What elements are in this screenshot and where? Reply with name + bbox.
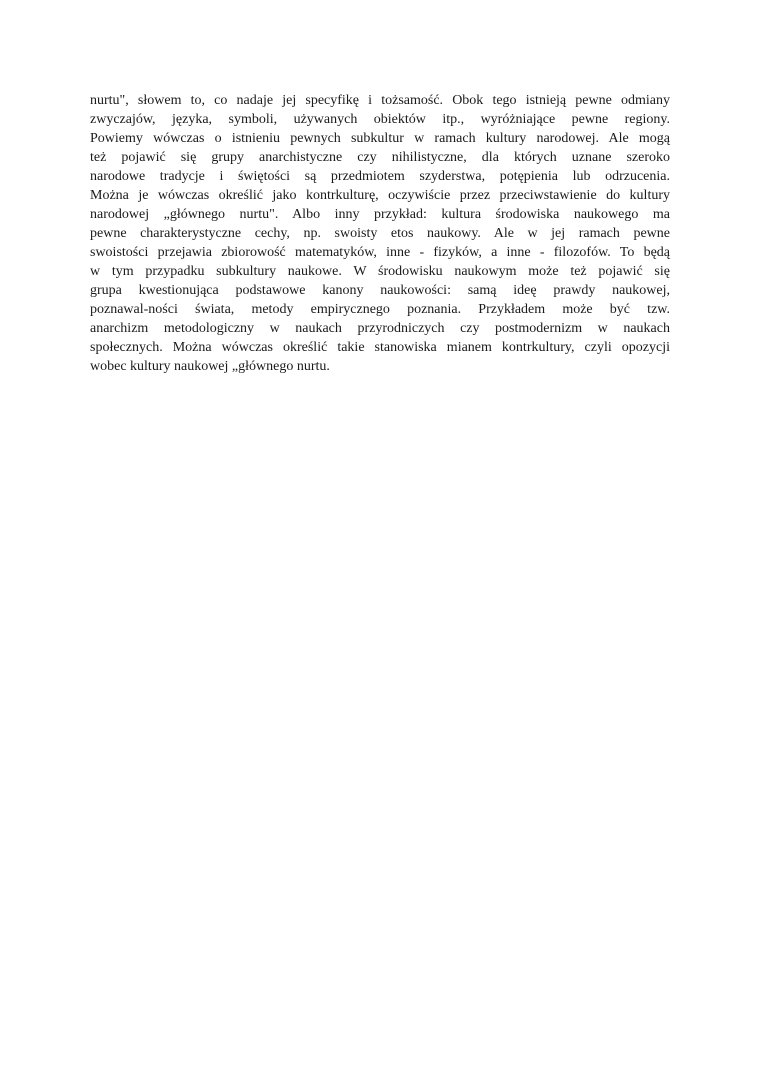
text-line: w tym przypadku subkultury naukowe. W środowisku naukowym może też pojawić się	[90, 264, 670, 279]
text-line: narodowe tradycje i świętości są przedmiotem szyderstwa, potępienia lub odrzucenia.	[90, 169, 670, 184]
body-paragraph	[90, 91, 670, 376]
text-line: zwyczajów, języka, symboli, używanych obiektów itp., wyróżniające pewne regiony.	[90, 112, 670, 127]
text-line: narodowej „głównego nurtu". Albo inny przykład: kultura środowiska naukowego ma	[90, 207, 670, 222]
text-line: wobec kultury naukowej „głównego nurtu.	[90, 359, 330, 374]
text-line: nurtu", słowem to, co nadaje jej specyfikę i tożsamość. Obok tego istnieją pewne odmiany	[90, 93, 670, 108]
text-line: Powiemy wówczas o istnieniu pewnych subkultur w ramach kultury narodowej. Ale mogą	[90, 131, 670, 146]
text-line: swoistości przejawia zbiorowość matematyków, inne - fizyków, a inne - filozofów. To będą	[90, 245, 670, 260]
text-line: pewne charakterystyczne cechy, np. swoisty etos naukowy. Ale w jej ramach pewne	[90, 226, 670, 241]
text-line: też pojawić się grupy anarchistyczne czy nihilistyczne, dla których uznane szeroko	[90, 150, 670, 165]
text-line: Można je wówczas określić jako kontrkulturę, oczywiście przez przeciwstawienie do kultury	[90, 188, 670, 203]
text-line: społecznych. Można wówczas określić takie stanowiska mianem kontrkultury, czyli opozycji	[90, 340, 670, 355]
text-line: anarchizm metodologiczny w naukach przyrodniczych czy postmodernizm w naukach	[90, 321, 670, 336]
text-line: poznawal-ności świata, metody empirycznego poznania. Przykładem może być tzw.	[90, 302, 670, 317]
text-line: grupa kwestionująca podstawowe kanony naukowości: samą ideę prawdy naukowej,	[90, 283, 670, 298]
